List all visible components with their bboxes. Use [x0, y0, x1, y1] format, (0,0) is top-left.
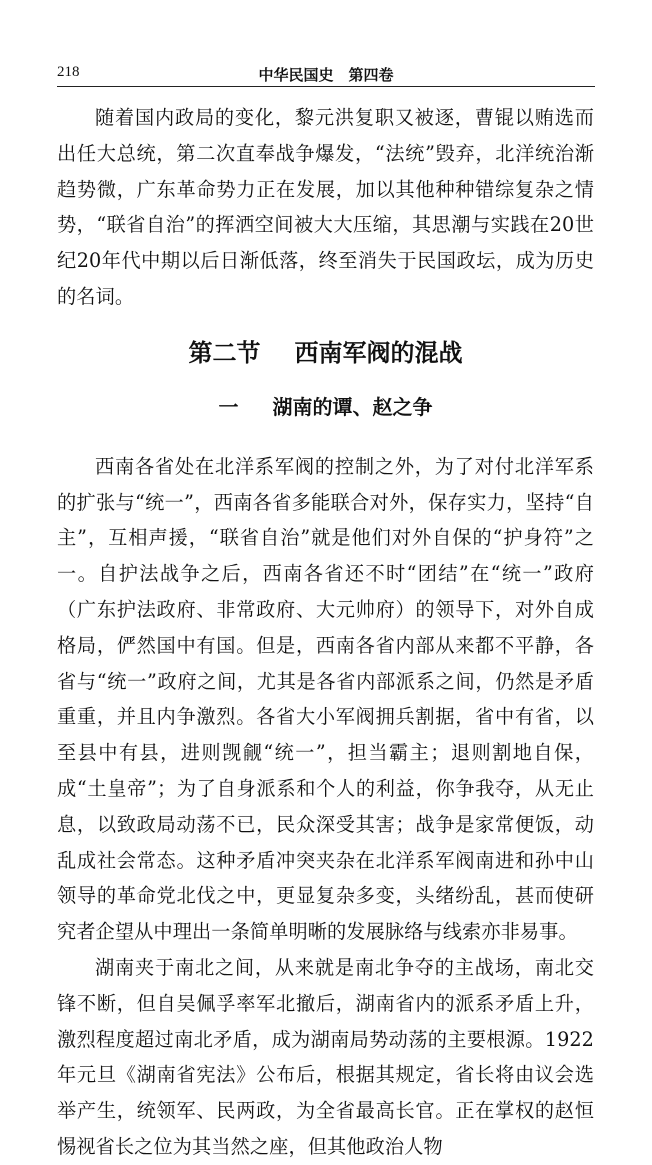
section-number: 第二节 [188, 338, 261, 367]
subsection-title: 湖南的谭、赵之争 [272, 394, 433, 419]
paragraph-southwest: 西南各省处在北洋系军阀的控制之外，为了对付北洋军系的扩张与“统一”，西南各省多能联合对外，保存实力，坚持“自主”，互相声援，“联省自治”就是他们对外自保的“护身符”之一。自护法战争之后，西南各省还不时“团结”在“统一”政府（广东护法政府、非常政府、大元帅府）的领导下，对外自成格局，俨然国中有国。但是，西南各省内部从来都不平静，各省与“统一”政府之间，尤其是各省内部派系之间，仍然是矛盾重重，并且内争激烈。各省大小军阀拥兵割据，省中有省，以至县中有县，进则觊觎“统一”，担当霸主；退则割地自保，成“土皇帝”；为了自身派系和个人的利益，你争我夺，从无止息，以致政局动荡不已，民众深受其害；战争是家常便饭，动乱成社会常态。这种矛盾冲突夹杂在北洋系军阀南进和孙中山领导的革命党北伐之中，更显复杂多变，头绪纷乱，甚而使研究者企望从中理出一条简单明晰的发展脉络与线索亦非易事。 [57, 454, 594, 944]
page-header [57, 60, 595, 87]
section-heading [57, 333, 594, 373]
paragraph-hunan: 湖南夹于南北之间，从来就是南北争夺的主战场，南北交锋不断，但自吴佩孚率军北撤后，湖南省内的派系矛盾上升，激烈程度超过南北矛盾，成为湖南局势动荡的主要根源。1922年元旦《湖南省宪法》公布后，根据其规定，省长将由议会选举产生，统领军、民两政，为全省最高长官。正在掌权的赵恒惕视省长之位为其当然之座，但其他政治人物 [57, 955, 594, 1158]
subsection-number: 一 [218, 394, 239, 419]
paragraph-intro: 随着国内政局的变化，黎元洪复职又被逐，曹锟以贿选而出任大总统，第二次直奉战争爆发，“法统”毁弃，北洋统治渐趋势微，广东革命势力正在发展，加以其他种种错综复杂之情势，“联省自治”的挥洒空间被大大压缩，其思潮与实践在20世纪20年代中期以后日渐低落，终至消失于民国政坛，成为历史的名词。 [57, 106, 594, 308]
running-title: 中华民国史 第四卷 [258, 66, 394, 84]
section-title: 西南军阀的混战 [294, 338, 463, 367]
subsection-heading [57, 389, 594, 425]
page-content [57, 100, 594, 1165]
page-number: 218 [57, 64, 80, 80]
